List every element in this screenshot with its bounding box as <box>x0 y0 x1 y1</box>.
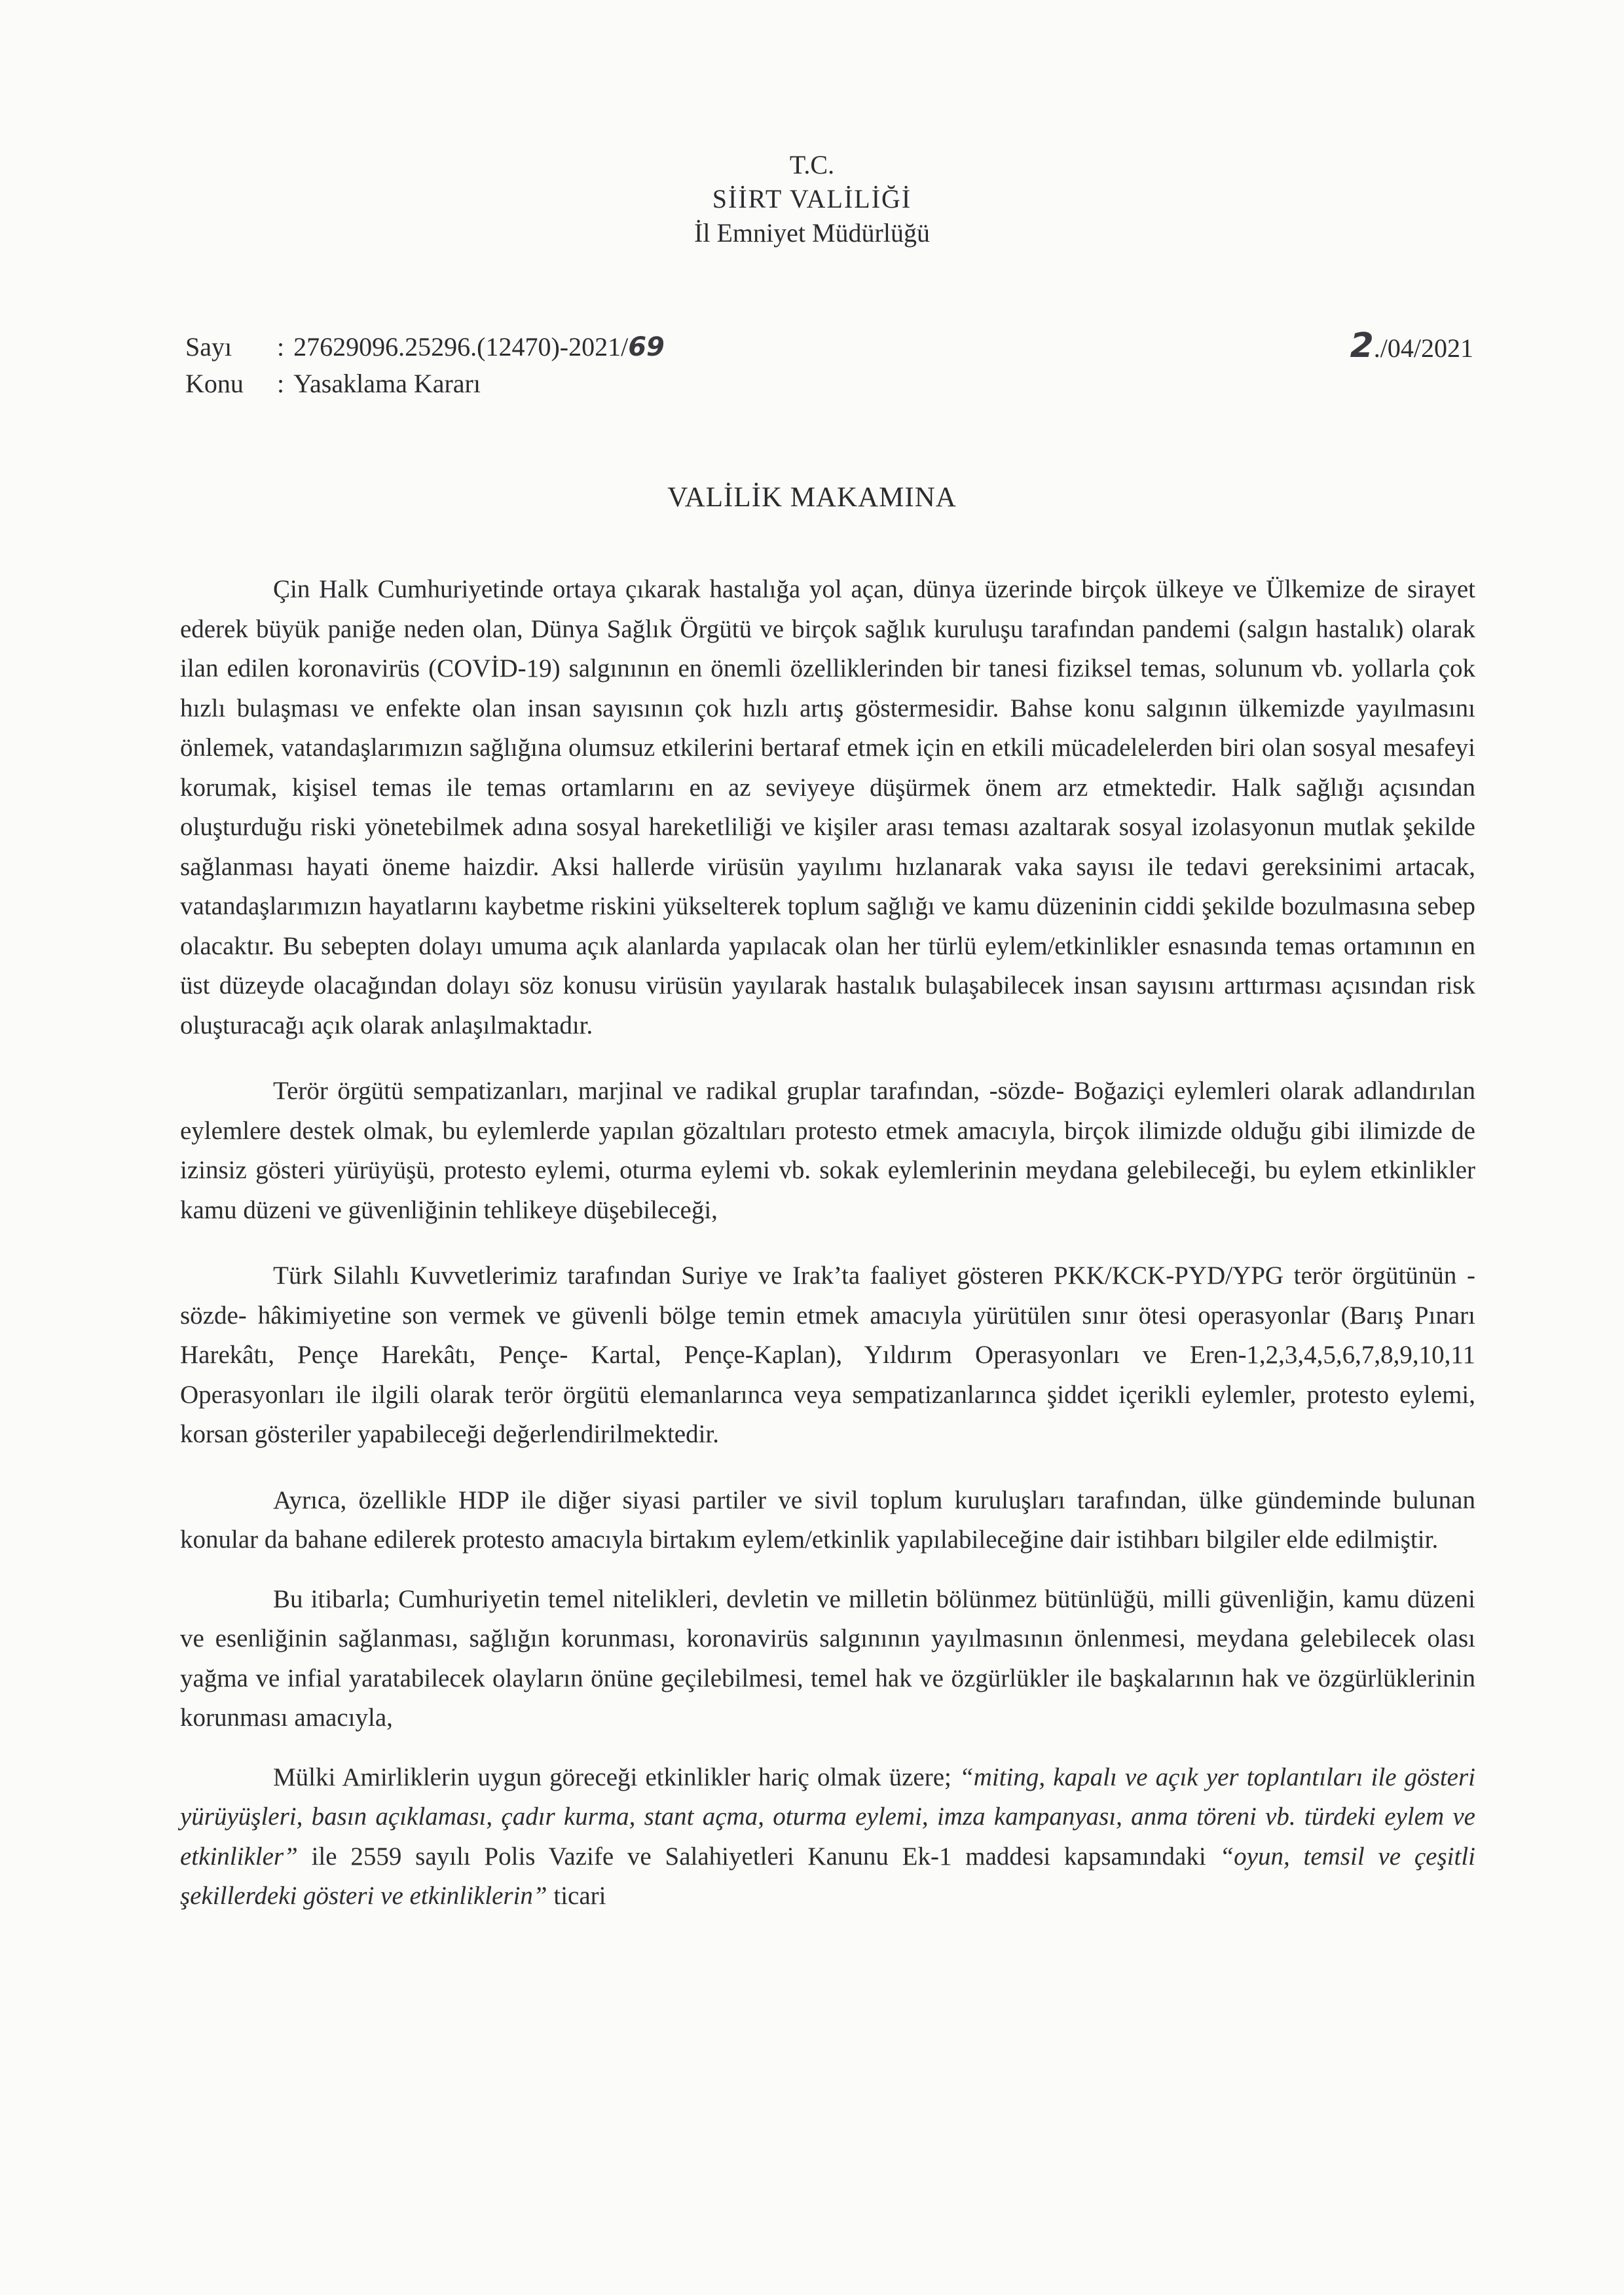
document-date <box>1350 327 1473 367</box>
ban-text-1: Mülki Amirliklerin uygun göreceği etkinlikler hariç olmak üzere; <box>273 1763 960 1791</box>
subject-label: Konu <box>185 369 244 398</box>
ban-italic-2: “oyun, temsil ve çeşitli şekillerdeki gösteri ve etkinliklerin” <box>180 1842 1475 1910</box>
number-separator: : <box>277 332 285 362</box>
number-row <box>185 329 665 365</box>
paragraph-hdp: Ayrıca, özellikle HDP ile diğer siyasi partiler ve sivil toplum kuruluşları tarafından, ülke gündeminde bulunan konular da bahane edilerek protesto amacıyla birtakım eylem/etkinlik yapılabileceğine dair istihbarı bilgiler elde edilmiştir. <box>180 1485 1475 1554</box>
letter-body <box>180 570 1475 1943</box>
paragraph-operations: Türk Silahlı Kuvvetlerimiz tarafından Suriye ve Irak’ta faaliyet gösteren PKK/KCK-PYD/YPG terör örgütünün -sözde- hâkimiyetine son vermek ve güvenli bölge temin etmek amacıyla yürütülen sınır ötesi operasyonlar (Barış Pınarı Harekâtı, Pençe Harekâtı, Pençe- Kartal, Pençe-Kaplan), Yıldırım Operasyonları ve Eren-1,2,3,4,5,6,7,8,9,10,11 Operasyonları ile ilgili olarak terör örgütü elemanlarınca veya sempatizanlarınca şiddet içerikli eylemler, protesto eylemi, korsan gösteriler yapabileceği değerlendirilmektedir. <box>180 1261 1475 1448</box>
ban-italic-1: “miting, kapalı ve açık yer toplantıları ile gösteri yürüyüşleri, basın açıklaması, çadır kurma, stant açma, oturma eylemi, imza kampanyası, anma töreni vb. türdeki eylem ve etkinlikler” <box>180 1763 1475 1871</box>
letterhead-department: İl Emniyet Müdürlüğü <box>694 218 930 248</box>
paragraph-covid: Çin Halk Cumhuriyetinde ortaya çıkarak hastalığa yol açan, dünya üzerinde birçok ülkeye ve Ülkemize de sirayet ederek büyük paniğe neden olan, Dünya Sağlık Örgütü ve birçok sağlık kuruluşu tarafından pandemi (salgın hastalık) olarak ilan edilen koronavirüs (COVİD-19) salgınının en önemli özelliklerinden bir tanesi fiziksel temas, solunum vb. yollarla çok hızlı bulaşması ve enfekte olan insan sayısının çok hızlı artış göstermesidir. Bahse konu salgının ülkemizde yayılmasını önlemek, vatandaşlarımızın sağlığına olumsuz etkilerini bertaraf etmek için en etkili mücadelelerden biri olan sosyal mesafeyi korumak, kişisel temas ile temas ortamlarını en az seviyeye düşürmek önem arz etmektedir. Halk sağlığı açısından oluşturduğu riski yönetebilmek adına sosyal hareketliliği ve kişiler arası teması azaltarak sosyal izolasyonun mutlak şekilde sağlanması hayati öneme haizdir. Aksi hallerde virüsün yayılımı hızlanarak vaka sayısı ile tedavi gereksinimi artacak, vatandaşlarımızın hayatlarını kaybetme riskini yükselterek toplum sağlığı ve kamu düzeninin ciddi şekilde bozulmasına sebep olacaktır. Bu sebepten dolayı umuma açık alanlarda yapılacak olan her türlü eylem/etkinlikler esnasında temas ortamının en üst düzeyde olacağından dolayı söz konusu virüsün yayılarak hastalık bulaşabilecek insan sayısını arttırması açısından risk oluşturacağı açık olarak anlaşılmaktadır. <box>180 575 1475 1039</box>
subject-value: Yasaklama Kararı <box>293 369 481 398</box>
number-label: Sayı <box>185 332 232 362</box>
date-rest: ./04/2021 <box>1373 333 1473 363</box>
subject-row <box>185 365 665 402</box>
letterhead-country: T.C. <box>789 150 835 179</box>
ban-text-2: ile 2559 sayılı Polis Vazife ve Salahiyetleri Kanunu Ek-1 maddesi kapsamındaki <box>297 1842 1220 1871</box>
date-day-handwritten: 2 <box>1350 326 1374 365</box>
subject-separator: : <box>277 369 285 398</box>
document-meta <box>185 329 665 402</box>
number-value: 27629096.25296.(12470)-2021/ <box>293 332 629 362</box>
ban-text-3: ticari <box>547 1882 606 1910</box>
number-handwritten: 69 <box>628 332 665 362</box>
addressee: VALİLİK MAKAMINA <box>667 482 957 513</box>
paragraph-grounds: Bu itibarla; Cumhuriyetin temel nitelikleri, devletin ve milletin bölünmez bütünlüğü, milli güvenliğin, kamu düzeni ve esenliğinin sağlanması, sağlığın korunması, koronavirüs salgınının yayılmasının önlenmesi, meydana gelebilecek olası yağma ve infial yaratabilecek olayların önüne geçilebilmesi, temel hak ve özgürlükler ile başkalarının hak ve özgürlüklerinin korunması amacıyla, <box>180 1584 1475 1732</box>
letterhead-governorship: SİİRT VALİLİĞİ <box>712 184 912 214</box>
letterhead <box>0 148 1624 250</box>
paragraph-bogazici: Terör örgütü sempatizanları, marjinal ve radikal gruplar tarafından, -sözde- Boğaziçi eylemleri olarak adlandırılan eylemlere destek olmak, bu eylemlerde yapılan gözaltıları protesto etmek amacıyla, birçok ilimizde olduğu gibi ilimizde de izinsiz gösteri yürüyüşü, protesto eylemi, oturma eylemi vb. sokak eylemlerinin meydana gelebileceği, bu eylem etkinlikler kamu düzeni ve güvenliğinin tehlikeye düşebileceği, <box>180 1077 1475 1224</box>
paragraph-ban-scope <box>180 1758 1475 1916</box>
